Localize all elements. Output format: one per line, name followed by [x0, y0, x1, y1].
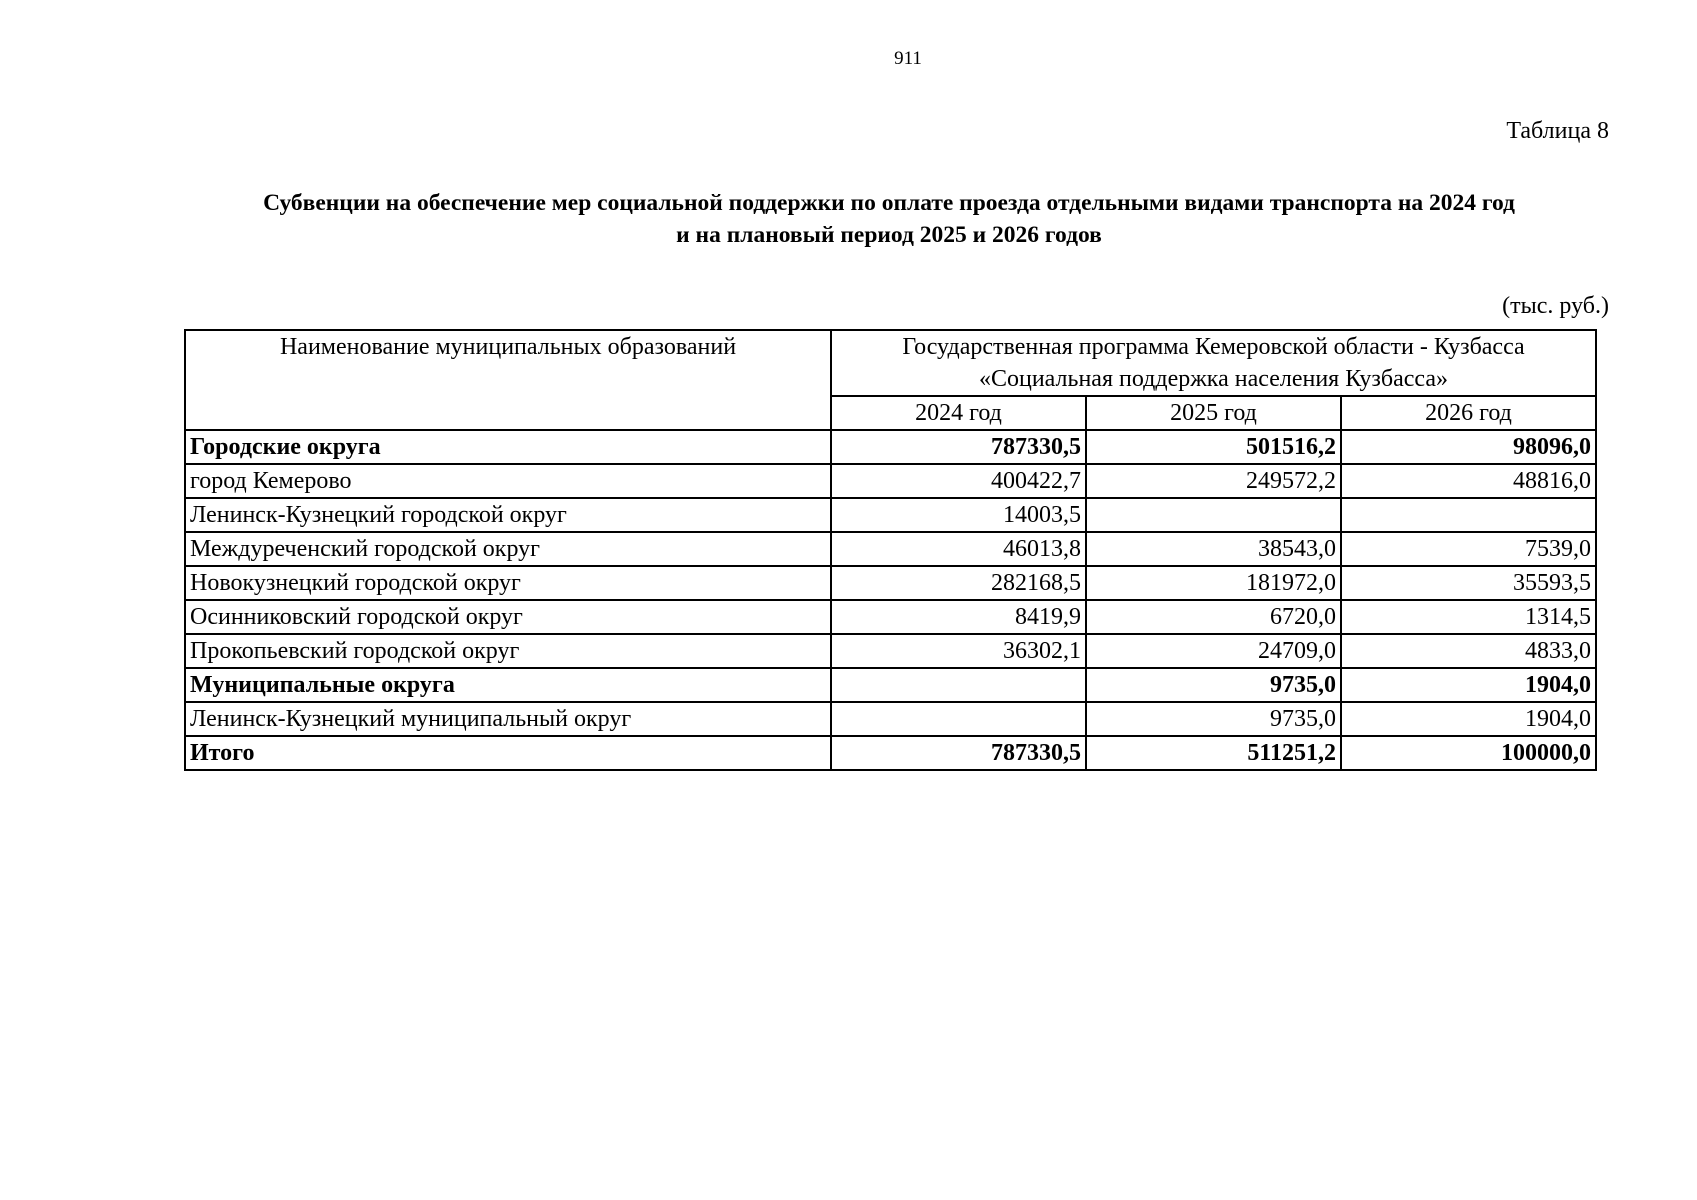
row-name: Прокопьевский городской округ: [185, 634, 831, 668]
row-value-2025: 24709,0: [1086, 634, 1341, 668]
units-label: (тыс. руб.): [1502, 293, 1609, 319]
table-row: [185, 668, 1596, 702]
row-value-2024: 46013,8: [831, 532, 1086, 566]
row-value-2024: 282168,5: [831, 566, 1086, 600]
row-value-2024: [831, 668, 1086, 702]
row-value-2024: [831, 702, 1086, 736]
row-value-2025: 9735,0: [1086, 668, 1341, 702]
row-value-2025: 249572,2: [1086, 464, 1341, 498]
row-value-2025: 511251,2: [1086, 736, 1341, 770]
table-label: Таблица 8: [1506, 118, 1609, 144]
title-line-1: Субвенции на обеспечение мер социальной поддержки по оплате проезда отдельными видами транспорта на 2024 год: [263, 190, 1515, 216]
document-title: [184, 187, 1594, 251]
row-value-2026: 1904,0: [1341, 668, 1596, 702]
row-value-2026: 1314,5: [1341, 600, 1596, 634]
table-row: [185, 600, 1596, 634]
row-value-2024: 14003,5: [831, 498, 1086, 532]
row-value-2024: 787330,5: [831, 736, 1086, 770]
row-value-2024: 36302,1: [831, 634, 1086, 668]
table-row: [185, 464, 1596, 498]
row-name: Городские округа: [185, 430, 831, 464]
row-value-2025: [1086, 498, 1341, 532]
row-value-2026: 1904,0: [1341, 702, 1596, 736]
header-program-line-1: Государственная программа Кемеровской области - Кузбасса: [902, 334, 1525, 360]
row-value-2025: 9735,0: [1086, 702, 1341, 736]
row-value-2026: 98096,0: [1341, 430, 1596, 464]
row-name: Итого: [185, 736, 831, 770]
row-name: Ленинск-Кузнецкий городской округ: [185, 498, 831, 532]
subventions-table: [184, 329, 1597, 771]
row-value-2024: 787330,5: [831, 430, 1086, 464]
table-body: [185, 430, 1596, 770]
row-value-2026: 7539,0: [1341, 532, 1596, 566]
table-row: [185, 736, 1596, 770]
row-value-2026: [1341, 498, 1596, 532]
header-year-2026: 2026 год: [1341, 396, 1596, 430]
row-name: город Кемерово: [185, 464, 831, 498]
table-row: [185, 498, 1596, 532]
row-value-2025: 6720,0: [1086, 600, 1341, 634]
row-value-2026: 35593,5: [1341, 566, 1596, 600]
row-value-2024: 8419,9: [831, 600, 1086, 634]
row-value-2026: 100000,0: [1341, 736, 1596, 770]
table-row: [185, 566, 1596, 600]
row-name: Ленинск-Кузнецкий муниципальный округ: [185, 702, 831, 736]
header-program-line-2: «Социальная поддержка населения Кузбасса»: [978, 366, 1449, 392]
table-row: [185, 702, 1596, 736]
row-value-2026: 4833,0: [1341, 634, 1596, 668]
page-number: 911: [894, 48, 922, 69]
row-name: Муниципальные округа: [185, 668, 831, 702]
table-row: [185, 532, 1596, 566]
row-name: Новокузнецкий городской округ: [185, 566, 831, 600]
header-program: [831, 330, 1596, 396]
table-header-row: [185, 330, 1596, 396]
header-year-2024: 2024 год: [831, 396, 1086, 430]
row-name: Осинниковский городской округ: [185, 600, 831, 634]
row-value-2025: 501516,2: [1086, 430, 1341, 464]
table-row: [185, 430, 1596, 464]
row-name: Междуреченский городской округ: [185, 532, 831, 566]
row-value-2025: 38543,0: [1086, 532, 1341, 566]
table-row: [185, 634, 1596, 668]
header-year-2025: 2025 год: [1086, 396, 1341, 430]
header-municipality-name: Наименование муниципальных образований: [185, 330, 831, 430]
row-value-2025: 181972,0: [1086, 566, 1341, 600]
title-line-2: и на плановый период 2025 и 2026 годов: [676, 222, 1102, 248]
row-value-2024: 400422,7: [831, 464, 1086, 498]
row-value-2026: 48816,0: [1341, 464, 1596, 498]
